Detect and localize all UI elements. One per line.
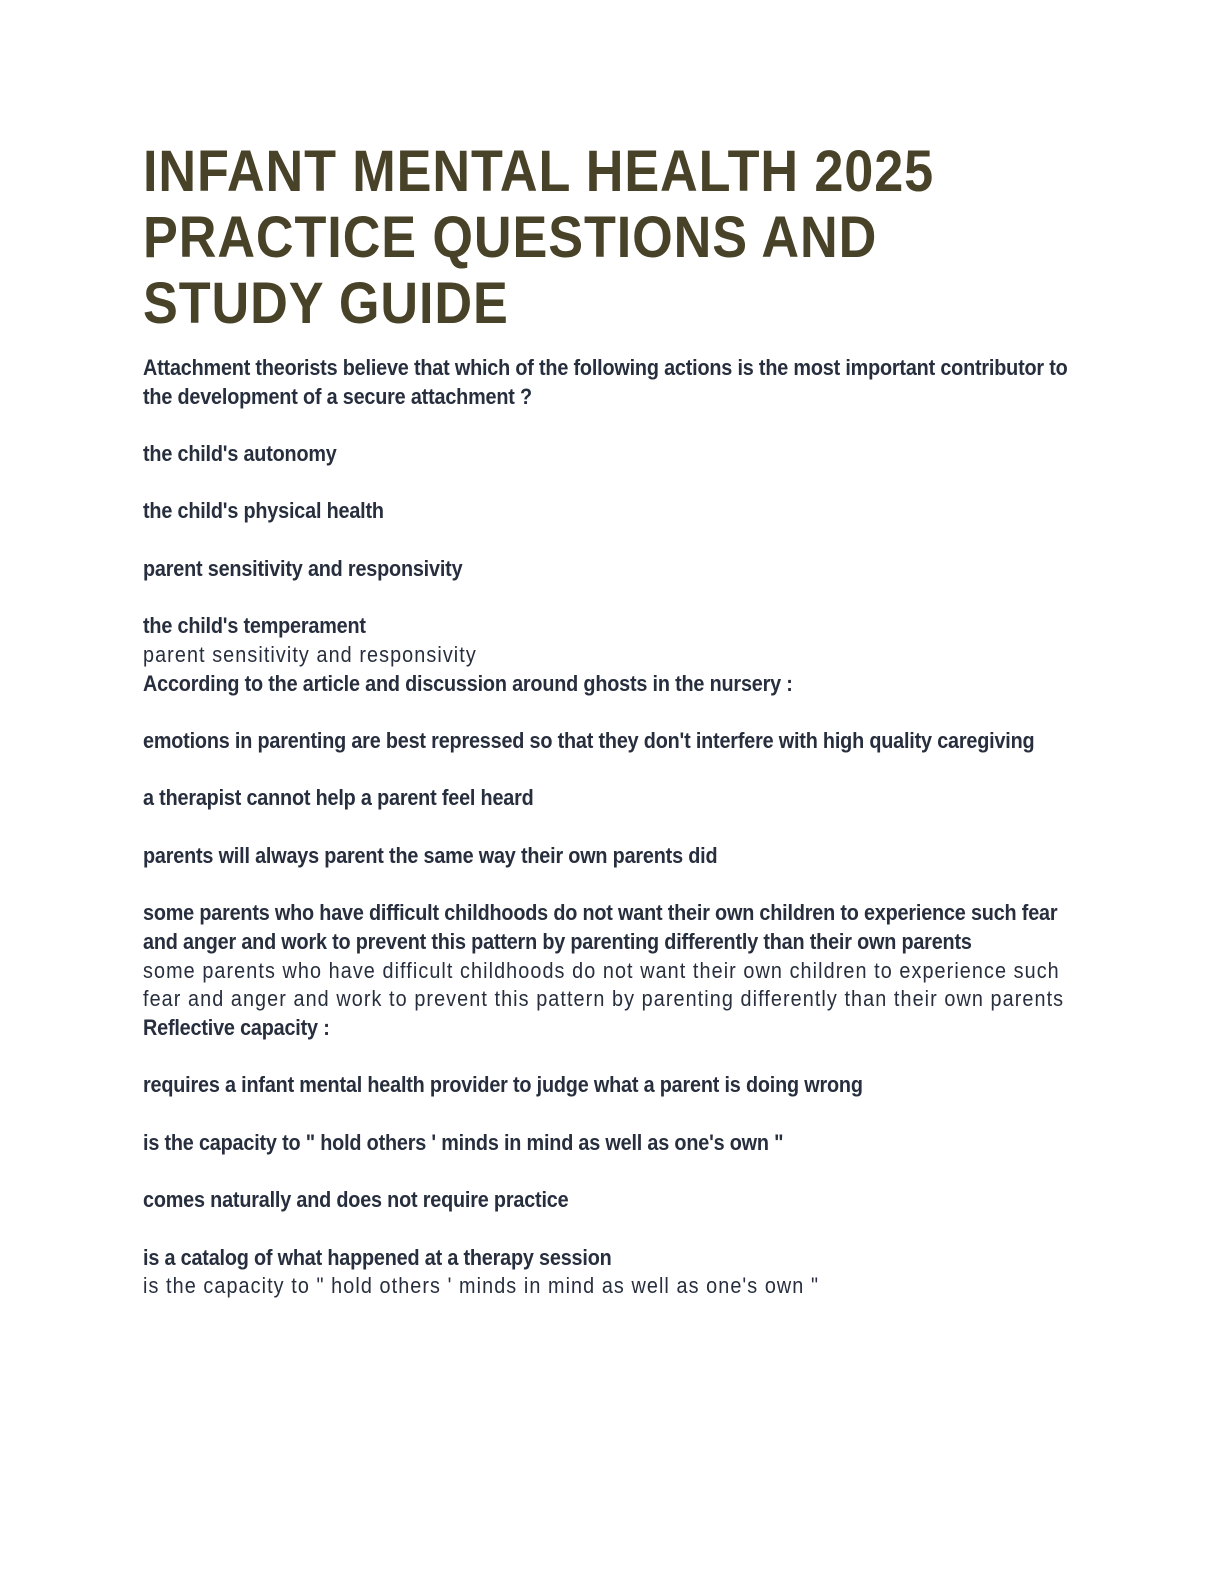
option-text: is a catalog of what happened at a therapy session bbox=[143, 1244, 612, 1270]
option-text: requires a infant mental health provider to judge what a parent is doing wrong bbox=[143, 1072, 863, 1098]
option-text: some parents who have difficult childhoods do not want their own children to experience such fear and anger and work to prevent this pattern by parenting differently than their own parents bbox=[143, 900, 1058, 954]
question-block-1 bbox=[143, 354, 1084, 670]
option-text: the child's autonomy bbox=[143, 441, 337, 467]
question-text: Reflective capacity : bbox=[143, 1015, 330, 1041]
question-block-2 bbox=[143, 670, 1084, 1014]
question-text: According to the article and discussion around ghosts in the nursery : bbox=[143, 670, 793, 696]
answer-text: is the capacity to " hold others ' minds in mind as well as one's own " bbox=[143, 1273, 820, 1299]
option-text: comes naturally and does not require practice bbox=[143, 1187, 569, 1213]
option-text: the child's physical health bbox=[143, 498, 384, 524]
answer-text: some parents who have difficult childhoods do not want their own children to experience such fear and anger and work to prevent this pattern by parenting differently than their own parents bbox=[143, 957, 1065, 1012]
question-text: Attachment theorists believe that which of the following actions is the most important contributor to the development of a secure attachment ? bbox=[143, 355, 1068, 409]
title-line: STUDY GUIDE bbox=[143, 271, 509, 336]
option-text: emotions in parenting are best repressed so that they don't interfere with high quality caregiving bbox=[143, 728, 1035, 754]
question-block-3 bbox=[143, 1014, 1084, 1301]
answer-text: parent sensitivity and responsivity bbox=[143, 641, 477, 667]
option-text: parent sensitivity and responsivity bbox=[143, 555, 463, 581]
document-content bbox=[143, 139, 1084, 1301]
document-title bbox=[143, 139, 1084, 337]
title-line: INFANT MENTAL HEALTH 2025 bbox=[143, 139, 935, 204]
option-text: is the capacity to " hold others ' minds in mind as well as one's own " bbox=[143, 1129, 784, 1155]
option-text: the child's temperament bbox=[143, 613, 366, 639]
option-text: parents will always parent the same way their own parents did bbox=[143, 842, 718, 868]
title-line: PRACTICE QUESTIONS AND bbox=[143, 205, 878, 270]
option-text: a therapist cannot help a parent feel heard bbox=[143, 785, 534, 811]
